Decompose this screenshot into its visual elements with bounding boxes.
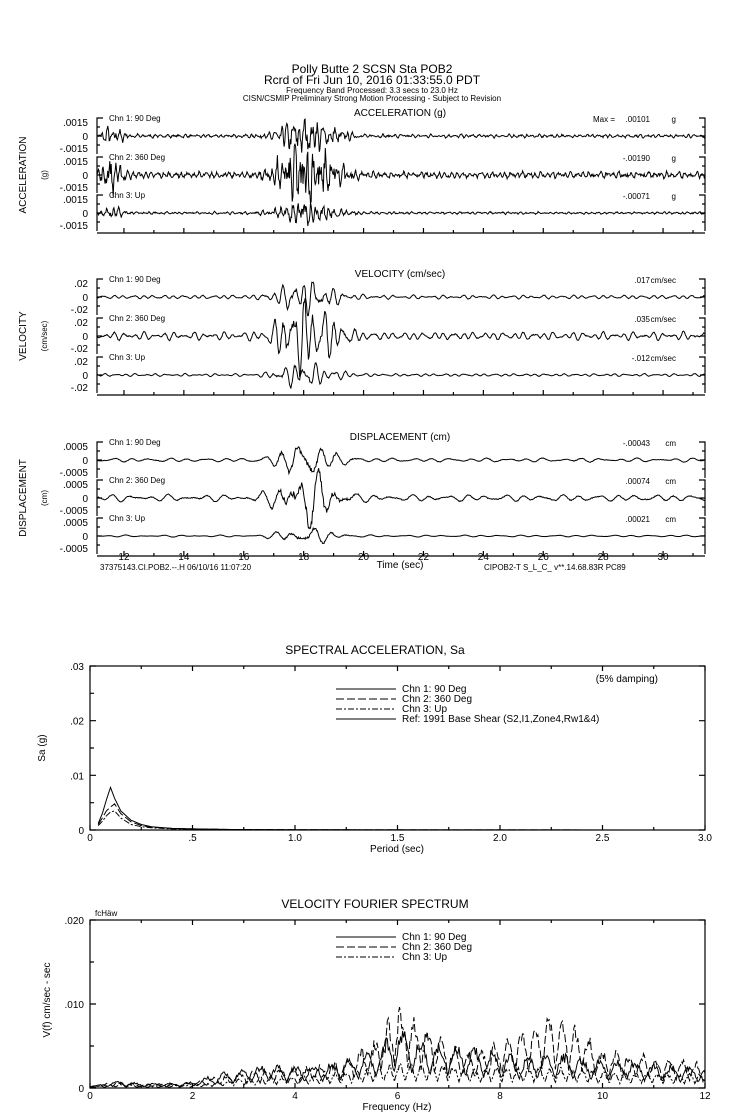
scale-top-label: .0005 xyxy=(62,442,88,453)
channel-trace-group xyxy=(60,191,705,232)
time-tick-label: 20 xyxy=(357,552,370,563)
scale-zero-label: 0 xyxy=(82,456,88,467)
vfs-legend-label: Chn 1: 90 Deg xyxy=(402,932,467,943)
left-scale-bracket xyxy=(97,442,103,478)
channel-trace-group xyxy=(71,275,705,316)
time-tick-label: 24 xyxy=(477,552,489,563)
channel-trace-group xyxy=(60,514,705,555)
time-tick-label: 30 xyxy=(657,552,669,563)
dis-ylabel: DISPLACEMENT xyxy=(18,459,29,537)
time-tick-label: 26 xyxy=(537,552,549,563)
scale-zero-label: 0 xyxy=(82,209,88,220)
waveform-trace xyxy=(97,447,705,474)
sa-y-tick-label: .01 xyxy=(70,771,84,783)
time-tick-label: 14 xyxy=(178,552,190,563)
waveform-trace xyxy=(97,298,705,377)
time-tick-label: 18 xyxy=(298,552,310,563)
sa-series-line xyxy=(98,811,705,830)
vfs-legend-label: Chn 2: 360 Deg xyxy=(402,942,473,953)
sa-x-tick-label: 0 xyxy=(87,833,93,844)
channel-label: Chn 2: 360 Deg xyxy=(109,153,166,162)
peak-value: -.00190 xyxy=(622,154,650,163)
vfs-y-tick-label: .010 xyxy=(64,1000,84,1011)
vfs-legend-label: Chn 3: Up xyxy=(402,952,448,963)
peak-unit: cm/sec xyxy=(650,354,676,363)
peak-value: .017 xyxy=(634,276,650,285)
scale-top-label: .0015 xyxy=(62,118,88,129)
acc-ylabel: ACCELERATION xyxy=(18,136,29,214)
header-record: Rcrd of Fri Jun 10, 2016 01:33:55.0 PDT xyxy=(263,73,481,87)
scale-bottom-label: -.0015 xyxy=(59,221,88,232)
vfs-ylabel: V(f) cm/sec - sec xyxy=(42,962,53,1038)
sa-legend-label: Chn 3: Up xyxy=(402,704,448,715)
time-tick-label: 12 xyxy=(118,552,130,563)
peak-unit: cm xyxy=(665,439,676,448)
sa-damping: (5% damping) xyxy=(595,674,658,685)
scale-bottom-label: -.0005 xyxy=(59,544,88,555)
figure-header xyxy=(243,62,501,103)
peak-value: -.00071 xyxy=(622,192,650,201)
waveform-trace xyxy=(97,363,705,389)
sa-x-tick-label: 2.0 xyxy=(493,833,507,844)
sa-plot-frame xyxy=(90,666,705,830)
channel-trace-group xyxy=(60,114,705,155)
sa-title: SPECTRAL ACCELERATION, Sa xyxy=(285,643,465,657)
vfs-x-tick-label: 4 xyxy=(292,1091,298,1102)
peak-unit: cm xyxy=(665,477,676,486)
vfs-x-tick-label: 10 xyxy=(596,1091,609,1102)
vfs-y-tick-label: .020 xyxy=(64,916,84,927)
scale-top-label: .02 xyxy=(74,279,88,290)
time-tick-label: 16 xyxy=(238,552,250,563)
scale-zero-label: 0 xyxy=(82,494,88,505)
dis-yunit: (cm) xyxy=(40,490,49,506)
peak-value: -.00043 xyxy=(622,439,650,448)
channel-label: Chn 3: Up xyxy=(109,191,146,200)
vfs-series-line xyxy=(90,1031,705,1088)
sa-x-tick-label: 3.0 xyxy=(698,833,712,844)
peak-value: -.012 xyxy=(631,354,650,363)
vfs-x-tick-label: 8 xyxy=(497,1091,503,1102)
scale-bottom-label: -.0005 xyxy=(59,468,88,479)
vel-ylabel: VELOCITY xyxy=(18,311,29,361)
vfs-xlabel: Frequency (Hz) xyxy=(362,1102,432,1113)
sa-y-tick-label: .02 xyxy=(70,716,84,728)
velocity-title: VELOCITY (cm/sec) xyxy=(354,269,446,280)
channel-trace-group xyxy=(60,468,705,528)
time-tick-label: 28 xyxy=(597,552,609,563)
channel-label: Chn 1: 90 Deg xyxy=(109,438,161,447)
scale-zero-label: 0 xyxy=(82,293,88,304)
scale-bottom-label: -.02 xyxy=(70,383,88,394)
time-tick-label: 22 xyxy=(417,552,430,563)
vfs-x-tick-label: 6 xyxy=(394,1091,401,1102)
channel-label: Chn 2: 360 Deg xyxy=(109,476,166,485)
scale-zero-label: 0 xyxy=(82,132,88,143)
scale-zero-label: 0 xyxy=(82,171,88,182)
sa-x-tick-label: 1.0 xyxy=(288,833,302,844)
sa-x-tick-label: 1.5 xyxy=(390,833,405,844)
scale-top-label: .0005 xyxy=(62,518,88,529)
sa-legend-label: Chn 2: 360 Deg xyxy=(402,694,473,705)
scale-top-label: .02 xyxy=(74,318,88,329)
peak-unit: cm/sec xyxy=(650,276,676,285)
channel-trace-group xyxy=(60,438,705,479)
peak-unit: g xyxy=(671,115,676,124)
acceleration-title: ACCELERATION (g) xyxy=(353,108,447,119)
acc-panel xyxy=(18,114,705,233)
channel-label: Chn 1: 90 Deg xyxy=(109,275,161,284)
header-band: Frequency Band Processed: 3.3 secs to 23.0 Hz xyxy=(286,86,458,95)
peak-unit: cm xyxy=(665,515,676,524)
sa-ticks xyxy=(90,666,705,830)
channel-label: Chn 3: Up xyxy=(109,514,146,523)
vel-yunit: (cm/sec) xyxy=(40,320,49,352)
channel-trace-group xyxy=(71,298,705,377)
waveform-trace xyxy=(97,203,705,226)
peak-value: .035 xyxy=(634,315,650,324)
scale-top-label: .02 xyxy=(74,357,88,368)
channel-label: Chn 1: 90 Deg xyxy=(109,114,161,123)
peak-unit: g xyxy=(671,154,676,163)
acc-yunit: (g) xyxy=(40,170,49,180)
scale-bottom-label: -.0015 xyxy=(59,183,88,194)
sa-legend-label: Ref: 1991 Base Shear (S2,I1,Zone4,Rw1&4) xyxy=(402,714,600,725)
waveform-trace xyxy=(97,144,705,204)
scale-zero-label: 0 xyxy=(82,371,88,382)
time-axis xyxy=(97,390,705,395)
footer-left: 37375143.CI.POB2.--.H 06/10/16 11:07:20 xyxy=(100,563,252,572)
scale-top-label: .0005 xyxy=(62,480,88,491)
displacement-title: DISPLACEMENT (cm) xyxy=(349,432,451,443)
sa-series-line xyxy=(98,804,705,830)
channel-trace-group xyxy=(71,353,705,394)
vfs-x-tick-label: 0 xyxy=(87,1091,93,1102)
peak-unit: g xyxy=(671,192,676,201)
footer-right: CIPOB2-T S_L_C_ v**.14.68.83R PC89 xyxy=(484,563,626,572)
channel-label: Chn 2: 360 Deg xyxy=(109,314,166,323)
peak-value: .00074 xyxy=(625,477,650,486)
sa-legend-label: Chn 1: 90 Deg xyxy=(402,684,467,695)
sa-y-tick-label: 0 xyxy=(78,826,84,837)
sa-x-tick-label: 2.5 xyxy=(595,833,610,844)
header-station: Polly Butte 2 SCSN Sta POB2 xyxy=(291,62,453,76)
scale-bottom-label: -.02 xyxy=(70,344,88,355)
scale-zero-label: 0 xyxy=(82,332,88,343)
peak-value: .00101 xyxy=(625,115,650,124)
sa-series-line xyxy=(98,787,705,830)
time-axis xyxy=(97,228,705,233)
time-axis-label: Time (sec) xyxy=(376,560,424,571)
dis-panel xyxy=(18,438,705,556)
scale-zero-label: 0 xyxy=(82,532,88,543)
channel-trace-group xyxy=(60,144,705,204)
sa-xlabel: Period (sec) xyxy=(370,844,424,855)
header-disclaimer: CISN/CSMIP Preliminary Strong Motion Processing - Subject to Revision xyxy=(242,94,502,103)
scale-bottom-label: -.0015 xyxy=(59,144,88,155)
peak-unit: cm/sec xyxy=(650,315,676,324)
max-prefix: Max = xyxy=(593,115,616,124)
scale-top-label: .0015 xyxy=(62,195,88,206)
scale-bottom-label: -.02 xyxy=(70,305,88,316)
peak-value: .00021 xyxy=(625,515,650,524)
waveform-trace xyxy=(97,468,705,528)
sa-ylabel: Sa (g) xyxy=(37,734,48,762)
vel-panel xyxy=(18,275,705,395)
channel-label: Chn 3: Up xyxy=(109,353,146,362)
vfs-corner-label: fcHäw xyxy=(95,909,118,918)
sa-x-tick-label: .5 xyxy=(188,833,197,844)
vfs-y-tick-label: 0 xyxy=(78,1084,84,1095)
scale-bottom-label: -.0005 xyxy=(59,506,88,517)
scale-top-label: .0015 xyxy=(62,157,88,168)
waveform-trace xyxy=(97,528,705,543)
vfs-x-tick-label: 12 xyxy=(699,1091,711,1102)
waveform-trace xyxy=(97,282,705,316)
vfs-title: VELOCITY FOURIER SPECTRUM xyxy=(281,897,469,911)
waveform-trace xyxy=(97,119,705,152)
vfs-x-tick-label: 2 xyxy=(189,1091,196,1102)
sa-y-tick-label: .03 xyxy=(70,662,84,673)
